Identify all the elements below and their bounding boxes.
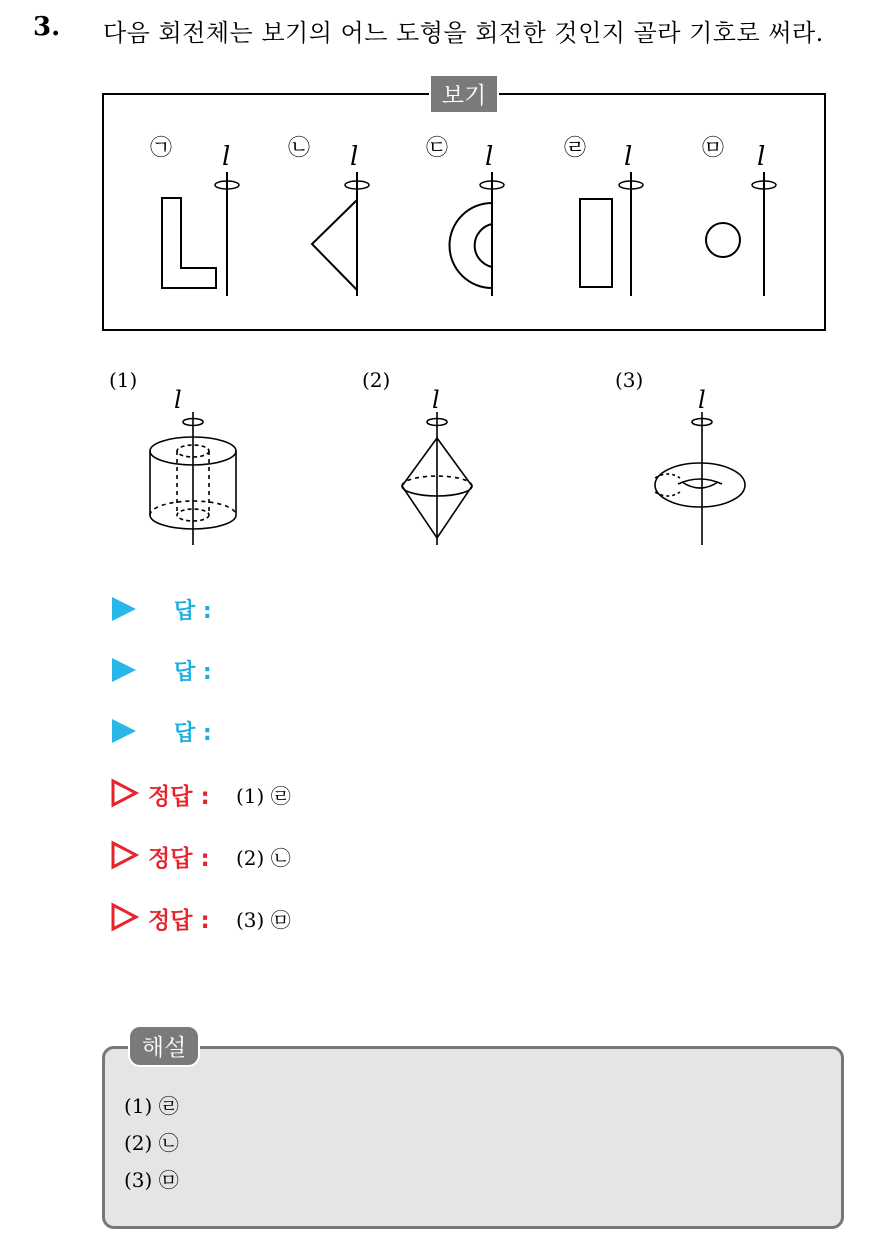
solution-label: 해설	[128, 1025, 200, 1067]
marker-2: ㉡	[288, 136, 311, 161]
correct-value: (3) ㉤	[236, 908, 291, 932]
correct-label: 정답 :	[148, 846, 210, 872]
solid-label-1: (1)	[109, 368, 138, 392]
shape-l	[162, 198, 216, 288]
axis-2	[345, 172, 369, 296]
axis-label-2: l	[350, 142, 359, 172]
correct-arrow-icon	[110, 840, 140, 870]
correct-arrow-icon	[110, 778, 140, 808]
solid-double-cone	[402, 412, 472, 545]
solid-label-2: (2)	[362, 368, 391, 392]
answer-arrow-icon-2	[112, 658, 136, 682]
answer-label-1: 답 :	[174, 599, 212, 624]
answer-label-2: 답 :	[174, 660, 212, 685]
axis-1	[215, 172, 239, 296]
shape-rectangle	[580, 199, 612, 287]
correct-value: (2) ㉡	[236, 846, 291, 870]
axis-label-3: l	[485, 142, 494, 172]
solid-axis-label-3: l	[698, 386, 706, 414]
solution-line-3: (3) ㉤	[124, 1168, 179, 1192]
correct-label: 정답 :	[148, 784, 210, 810]
axis-5	[752, 172, 776, 296]
shape-triangle	[312, 200, 357, 290]
marker-5: ㉤	[702, 136, 725, 161]
question-text: 다음 회전체는 보기의 어느 도형을 회전한 것인지 골라 기호로 써라.	[103, 19, 824, 47]
answer-arrow-icon-3	[112, 719, 136, 743]
marker-1: ㉠	[150, 136, 173, 161]
shape-half-annulus	[450, 203, 493, 288]
answer-arrow-icon-1	[112, 597, 136, 621]
bogi-markers	[150, 136, 724, 161]
solid-torus	[655, 412, 745, 545]
solid-axis-label-2: l	[432, 386, 440, 414]
bogi-label: 보기	[429, 74, 499, 114]
marker-3: ㉢	[426, 136, 449, 161]
solution-line-2: (2) ㉡	[124, 1131, 179, 1155]
solid-axis-label-1: l	[174, 386, 182, 414]
axis-label-4: l	[624, 142, 633, 172]
shape-circle	[706, 223, 740, 257]
correct-arrow-icon	[110, 902, 140, 932]
axis-label-1: l	[222, 142, 231, 172]
solid-hollow-cylinder	[150, 412, 236, 545]
question-number: 3.	[33, 12, 61, 42]
axis-4	[619, 172, 643, 296]
correct-label: 정답 :	[148, 908, 210, 934]
axis-label-5: l	[757, 142, 766, 172]
solution-box	[102, 1046, 844, 1229]
solution-line-1: (1) ㉣	[124, 1094, 179, 1118]
answer-label-3: 답 :	[174, 721, 212, 746]
solid-label-3: (3)	[615, 368, 644, 392]
marker-4: ㉣	[564, 136, 587, 161]
correct-value: (1) ㉣	[236, 784, 291, 808]
